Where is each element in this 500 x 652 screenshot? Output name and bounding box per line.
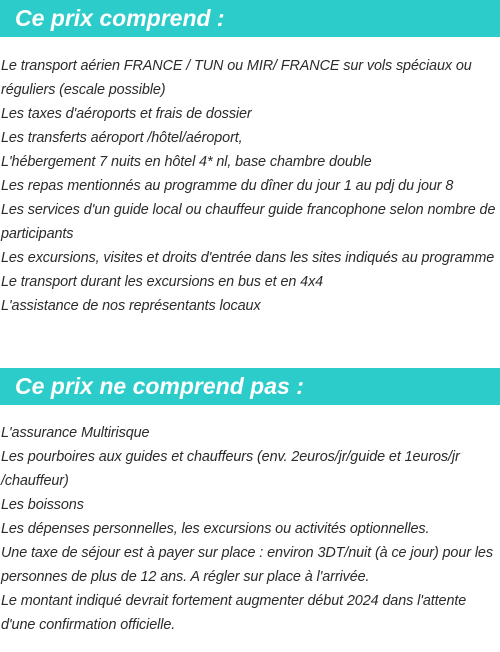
excludes-section bbox=[0, 368, 500, 637]
excludes-list bbox=[0, 421, 500, 637]
list-item: L'assurance Multirisque bbox=[1, 425, 150, 441]
list-item: Le transport aérien FRANCE / TUN ou MIR/ FRANCE sur vols spéciaux ou réguliers (escale possible) bbox=[1, 58, 472, 98]
list-item: Les taxes d'aéroports et frais de dossier bbox=[1, 106, 252, 122]
list-item: L'assistance de nos représentants locaux bbox=[1, 298, 261, 314]
list-item: Une taxe de séjour est à payer sur place : environ 3DT/nuit (à ce jour) pour les personnes de plus de 12 ans. A régler sur place à l'arrivée. bbox=[1, 545, 493, 585]
includes-section bbox=[0, 0, 500, 318]
list-item: L'hébergement 7 nuits en hôtel 4* nl, base chambre double bbox=[1, 154, 372, 170]
excludes-heading: Ce prix ne comprend pas : bbox=[0, 368, 500, 405]
list-item: Les transferts aéroport /hôtel/aéroport, bbox=[1, 130, 243, 146]
list-item: Les pourboires aux guides et chauffeurs (env. 2euros/jr/guide et 1euros/jr /chauffeur) bbox=[1, 449, 460, 489]
includes-heading: Ce prix comprend : bbox=[0, 0, 500, 37]
list-item: Les boissons bbox=[1, 497, 84, 513]
list-item: Les services d'un guide local ou chauffeur guide francophone selon nombre de participants bbox=[1, 202, 496, 242]
includes-list bbox=[0, 54, 500, 318]
list-item: Le transport durant les excursions en bus et en 4x4 bbox=[1, 274, 324, 290]
list-item: Les dépenses personnelles, les excursions ou activités optionnelles. bbox=[1, 521, 430, 537]
list-item: Les excursions, visites et droits d'entrée dans les sites indiqués au programme bbox=[1, 250, 495, 266]
list-item: Le montant indiqué devrait fortement augmenter début 2024 dans l'attente d'une confirmation officielle. bbox=[1, 593, 467, 633]
list-item: Les repas mentionnés au programme du dîner du jour 1 au pdj du jour 8 bbox=[1, 178, 454, 194]
